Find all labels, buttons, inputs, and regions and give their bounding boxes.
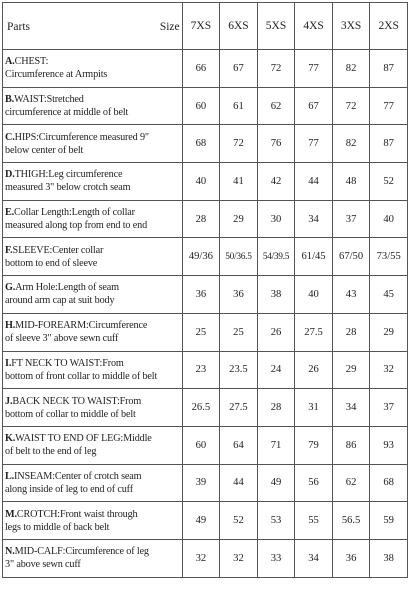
value-cell-5xs: 76 [257,125,295,163]
value-cell-2xs: 45 [370,276,408,314]
table-row [3,539,408,577]
value-cell-5xs: 42 [257,163,295,201]
part-detail: below center of belt [5,144,84,156]
table-row [3,125,408,163]
part-description [3,276,183,314]
part-description [3,313,183,351]
part-description [3,426,183,464]
part-detail: measured 3" below crotch seam [5,182,131,194]
value-cell-4xs: 27.5 [295,313,333,351]
part-description [3,539,183,577]
part-description [3,200,183,238]
part-title: FT NECK TO WAIST:From [11,357,124,369]
value-cell-7xs: 28 [182,200,220,238]
value-cell-3xs: 37 [332,200,370,238]
part-title: WAIST TO END OF LEG:Middle [15,433,152,445]
value-cell-3xs: 48 [332,163,370,201]
value-cell-6xs: 29 [220,200,258,238]
value-cell-3xs: 29 [332,351,370,389]
part-title: CROTCH:Front waist through [16,508,138,520]
value-cell-5xs: 71 [257,426,295,464]
value-cell-6xs: 52 [220,502,258,540]
size-chart-table [2,2,408,578]
value-cell-6xs: 64 [220,426,258,464]
value-cell-7xs: 60 [182,87,220,125]
value-cell-2xs: 29 [370,313,408,351]
table-row [3,163,408,201]
table-row [3,389,408,427]
part-code: I. [5,357,12,369]
part-code: L. [5,470,15,482]
value-cell-2xs: 87 [370,125,408,163]
part-detail: of sleeve 3" above sewn cuff [5,333,119,345]
part-description [3,87,183,125]
value-cell-5xs: 28 [257,389,295,427]
value-cell-2xs: 52 [370,163,408,201]
value-cell-4xs: 55 [295,502,333,540]
part-detail: measured along top from end to end [5,220,148,232]
value-cell-2xs: 77 [370,87,408,125]
value-cell-3xs: 72 [332,87,370,125]
part-title: BACK NECK TO WAIST:From [12,395,142,407]
part-description [3,125,183,163]
value-cell-5xs: 38 [257,276,295,314]
table-row [3,200,408,238]
size-header-7xs: 7XS [182,3,220,50]
part-description [3,50,183,88]
part-code: N. [5,546,15,558]
value-cell-6xs: 61 [220,87,258,125]
value-cell-2xs: 40 [370,200,408,238]
value-cell-7xs: 49/36 [182,238,220,276]
part-code: C. [5,131,15,143]
value-cell-3xs: 86 [332,426,370,464]
part-code: B. [5,94,15,106]
value-cell-7xs: 23 [182,351,220,389]
value-cell-5xs: 62 [257,87,295,125]
part-description [3,502,183,540]
part-detail: bottom to end of sleeve [5,257,98,269]
value-cell-7xs: 25 [182,313,220,351]
value-cell-7xs: 60 [182,426,220,464]
value-cell-4xs: 79 [295,426,333,464]
part-title: Collar Length:Length of collar [14,207,135,219]
value-cell-6xs: 32 [220,539,258,577]
part-description [3,163,183,201]
part-code: G. [5,282,16,294]
value-cell-7xs: 68 [182,125,220,163]
part-code: D. [5,169,15,181]
part-detail: bottom of collar to middle of belt [5,408,136,420]
part-code: A. [5,56,15,68]
size-chart [2,2,408,598]
value-cell-4xs: 67 [295,87,333,125]
value-cell-3xs: 67/50 [332,238,370,276]
table-row [3,351,408,389]
part-detail: of belt to the end of leg [5,446,97,458]
table-row [3,87,408,125]
header-row [3,3,408,50]
value-cell-4xs: 34 [295,539,333,577]
value-cell-5xs: 30 [257,200,295,238]
value-cell-7xs: 39 [182,464,220,502]
value-cell-7xs: 26.5 [182,389,220,427]
value-cell-6xs: 67 [220,50,258,88]
value-cell-4xs: 26 [295,351,333,389]
part-title: SLEEVE:Center collar [12,244,104,256]
part-code: F. [5,244,13,256]
value-cell-4xs: 56 [295,464,333,502]
size-header-4xs: 4XS [295,3,333,50]
part-code: H. [5,320,16,332]
table-row [3,502,408,540]
part-code: J. [5,395,13,407]
part-title: MID-FOREARM:Circumference [15,320,148,332]
value-cell-2xs: 32 [370,351,408,389]
value-cell-2xs: 38 [370,539,408,577]
value-cell-5xs: 24 [257,351,295,389]
value-cell-3xs: 36 [332,539,370,577]
value-cell-4xs: 40 [295,276,333,314]
value-cell-4xs: 31 [295,389,333,427]
value-cell-4xs: 44 [295,163,333,201]
part-detail: along inside of leg to end of cuff [5,483,133,495]
value-cell-3xs: 56.5 [332,502,370,540]
value-cell-2xs: 87 [370,50,408,88]
part-code: K. [5,433,16,445]
value-cell-3xs: 28 [332,313,370,351]
part-title: CHEST: [14,56,49,68]
value-cell-4xs: 77 [295,125,333,163]
part-detail: 3" above sewn cuff [5,559,81,571]
value-cell-5xs: 54/39.5 [257,238,295,276]
value-cell-5xs: 53 [257,502,295,540]
value-cell-3xs: 82 [332,50,370,88]
table-row [3,426,408,464]
value-cell-6xs: 44 [220,464,258,502]
table-row [3,276,408,314]
size-header-6xs: 6XS [220,3,258,50]
value-cell-2xs: 73/55 [370,238,408,276]
value-cell-7xs: 66 [182,50,220,88]
value-cell-3xs: 43 [332,276,370,314]
value-cell-7xs: 49 [182,502,220,540]
size-header-5xs: 5XS [257,3,295,50]
part-detail: Circumference at Armpits [5,69,108,81]
part-code: E. [5,207,15,219]
value-cell-7xs: 32 [182,539,220,577]
value-cell-3xs: 34 [332,389,370,427]
value-cell-2xs: 68 [370,464,408,502]
table-row [3,50,408,88]
value-cell-3xs: 62 [332,464,370,502]
part-description [3,389,183,427]
part-description [3,238,183,276]
value-cell-6xs: 25 [220,313,258,351]
value-cell-6xs: 36 [220,276,258,314]
size-header-3xs: 3XS [332,3,370,50]
part-title: INSEAM:Center of crotch seam [14,470,142,482]
value-cell-2xs: 59 [370,502,408,540]
value-cell-6xs: 50/36.5 [220,238,258,276]
size-header-label: Size [159,21,180,33]
value-cell-6xs: 27.5 [220,389,258,427]
parts-header-label: Parts [7,21,30,33]
value-cell-4xs: 77 [295,50,333,88]
value-cell-2xs: 93 [370,426,408,464]
value-cell-4xs: 61/45 [295,238,333,276]
part-title: Arm Hole:Length of seam [15,282,119,294]
part-detail: circumference at middle of belt [5,107,129,119]
value-cell-6xs: 41 [220,163,258,201]
value-cell-7xs: 36 [182,276,220,314]
part-detail: bottom of front collar to middle of belt [5,370,158,382]
value-cell-5xs: 26 [257,313,295,351]
part-description [3,351,183,389]
value-cell-6xs: 72 [220,125,258,163]
size-header-2xs: 2XS [370,3,408,50]
value-cell-2xs: 37 [370,389,408,427]
part-code: M. [5,508,17,520]
value-cell-4xs: 34 [295,200,333,238]
parts-size-header-cell [3,3,183,50]
part-detail: legs to middle of back belt [5,521,110,533]
value-cell-7xs: 40 [182,163,220,201]
table-row [3,238,408,276]
value-cell-3xs: 82 [332,125,370,163]
value-cell-5xs: 49 [257,464,295,502]
table-row [3,464,408,502]
part-title: THIGH:Leg circumference [14,169,123,181]
value-cell-5xs: 33 [257,539,295,577]
part-detail: around arm cap at suit body [5,295,115,307]
value-cell-6xs: 23.5 [220,351,258,389]
part-title: MID-CALF:Circumference of leg [14,546,149,558]
value-cell-5xs: 72 [257,50,295,88]
part-title: WAIST:Stretched [14,94,84,106]
table-row [3,313,408,351]
part-description [3,464,183,502]
part-title: HIPS:Circumference measured 9" [14,131,149,143]
